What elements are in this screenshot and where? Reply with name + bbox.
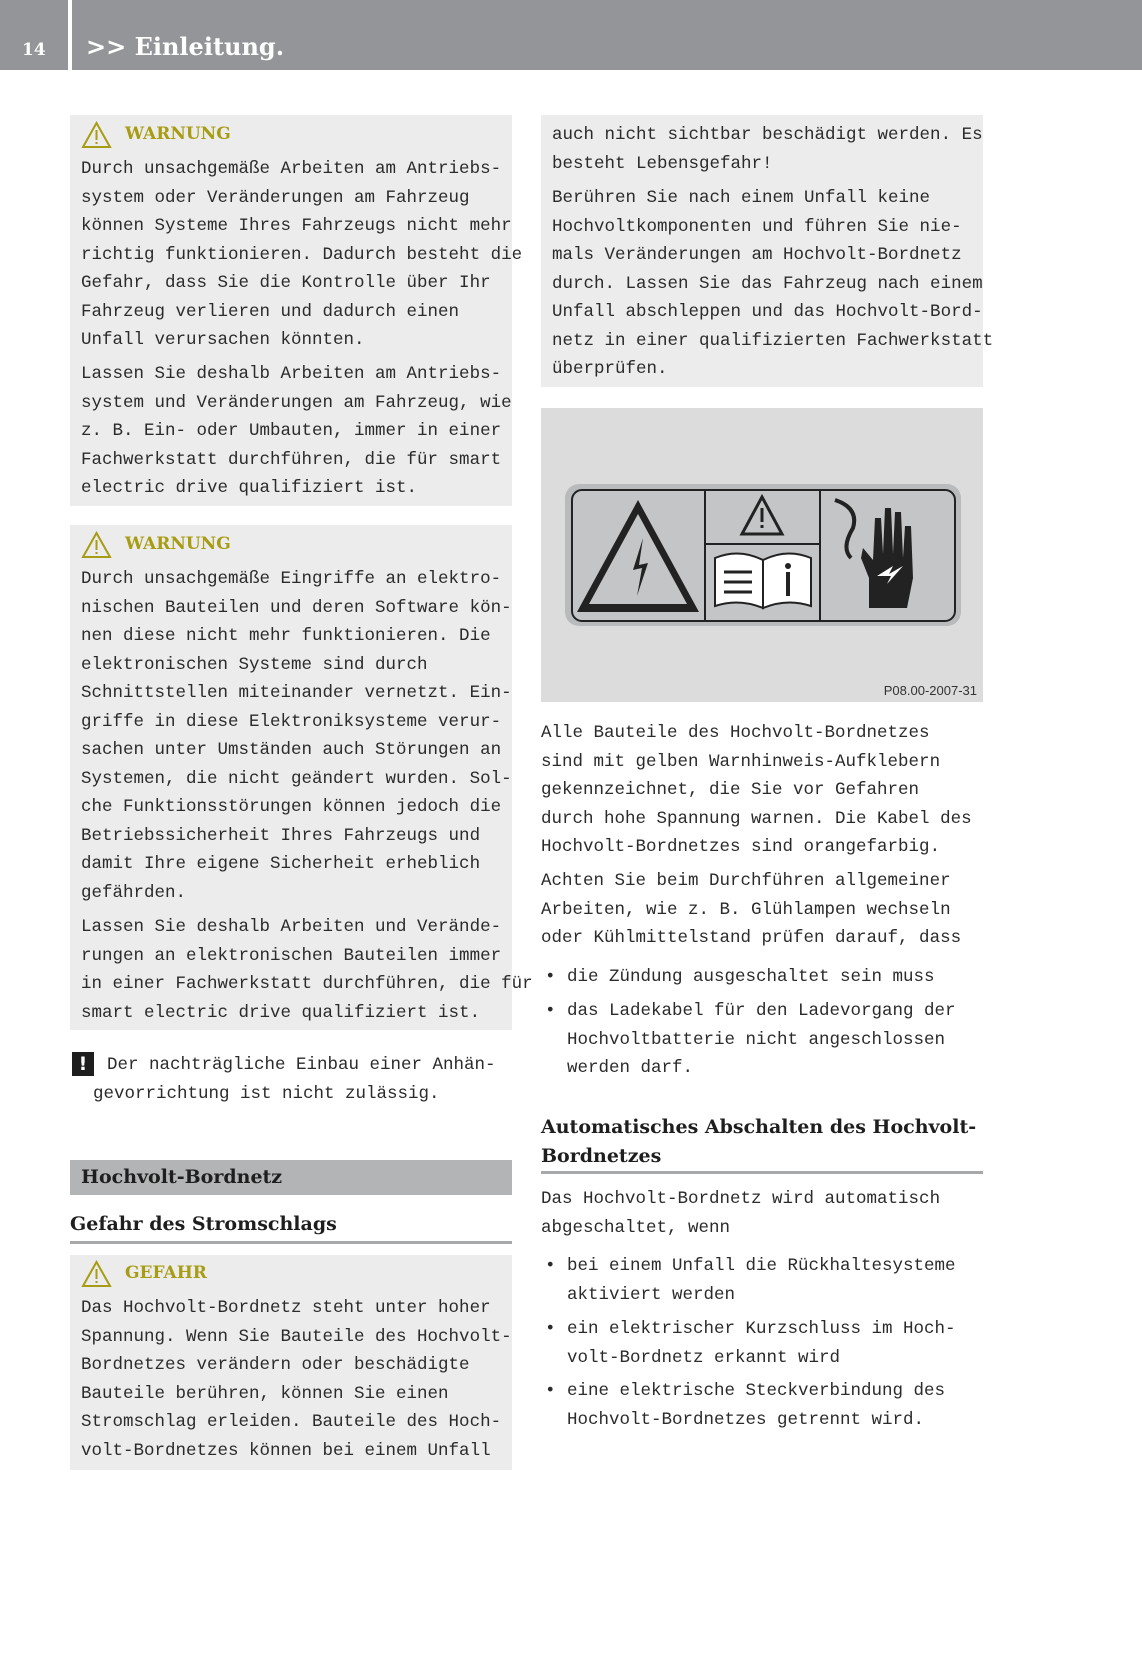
bullet-icon: • [545,1381,556,1401]
danger-title: GEFAHR [125,1263,207,1283]
warning-text: Lassen Sie deshalb Arbeiten und Verände- rungen an elektronischen Bauteilen immer in einer Fachwerkstatt durchführen, die für smart electric drive qualifiziert ist. [81,917,533,1023]
body-paragraph: Alle Bauteile des Hochvolt-Bordnetzes sind mit gelben Warnhinweis-Aufklebern gekennzeichnet, die Sie vor Gefahren durch hohe Spannung warnen. Die Kabel des Hochvolt-Bordnetzes sind orangefarbig. [541,723,972,857]
note-text: Der nachträgliche Einbau einer Anhän- gevorrichtung ist nicht zulässig. [93,1055,496,1104]
warning-label-figure [541,408,983,702]
manual-book-icon [715,553,811,608]
danger-text: Berühren Sie nach einem Unfall keine Hochvoltkomponenten und führen Sie nie- mals Veränderungen am Hochvolt-Bordnetz durch. Lassen Sie das Fahrzeug nach einem Unfall abschleppen und das Hochvolt-Bord- netz in einer qualifizierten Fachwerkstatt überprüfen. [552,188,994,379]
header-divider [68,0,72,72]
warning-title: WARNUNG [125,124,231,144]
warning-triangle-icon [81,531,112,559]
warning-text: Lassen Sie deshalb Arbeiten am Antriebs- system und Veränderungen am Fahrzeug, wie z. B. Ein- oder Umbauten, immer in einer Fachwerkstatt durchführen, die für smart electric drive qualifiziert ist. [81,364,512,498]
bullet-icon: • [545,1001,556,1021]
warning-text: Durch unsachgemäße Eingriffe an elektro- nischen Bauteilen und deren Software kön- nen diese nicht mehr funktionieren. Die elektronischen Systeme sind durch Schnittstellen miteinander vernetzt. Ein- griffe in diese Elektroniksysteme verur- sachen unter Umständen auch Störungen an Systemen, die nicht geändert wurden. Sol- che Funktionsstörungen können jedoch die Betriebssicherheit Ihres Fahrzeugs und damit Ihre eigene Sicherheit erheblich gefährden. [81,569,512,903]
bullet-icon: • [545,967,556,987]
warning-text: Durch unsachgemäße Arbeiten am Antriebs- system oder Veränderungen am Fahrzeug können Systeme Ihres Fahrzeugs nicht mehr richtig funktionieren. Dadurch besteht die Gefahr, dass Sie die Kontrolle über Ihr Fahrzeug verlieren und dadurch einen Unfall verursachen könnten. [81,159,523,350]
figure-code: P08.00-2007-31 [883,683,977,698]
danger-text: auch nicht sichtbar beschädigt werden. Es besteht Lebensgefahr! [552,125,983,174]
warning-triangle-icon [81,121,112,149]
exclamation-icon: ! [72,1052,94,1076]
chapter-title: >> Einleitung. [86,32,285,61]
heading-rule [541,1171,983,1174]
section-heading: Automatisches Abschalten des Hochvolt- Bordnetzes [541,1116,977,1167]
body-paragraph: Das Hochvolt-Bordnetz wird automatisch abgeschaltet, wenn [541,1189,941,1238]
bullet-icon: • [545,1256,556,1276]
warning-title: WARNUNG [125,534,231,554]
page-number: 14 [22,40,46,60]
bullet-icon: • [545,1319,556,1339]
body-paragraph: Achten Sie beim Durchführen allgemeiner Arbeiten, wie z. B. Glühlampen wechseln oder Kühlmittelstand prüfen darauf, dass [541,871,962,948]
danger-text: Das Hochvolt-Bordnetz steht unter hoher Spannung. Wenn Sie Bauteile des Hochvolt- Bordnetzes verändern oder beschädigte Bauteile berühren, können Sie einen Stromschlag erleiden. Bauteile des Hoch- volt-Bordnetzes können bei einem Unfall [81,1298,512,1461]
warning-triangle-icon [81,1260,112,1288]
section-title: Hochvolt-Bordnetz [81,1166,283,1188]
high-voltage-warning-sticker [541,408,983,702]
subsection-title: Gefahr des Stromschlags [70,1213,337,1235]
subsection-rule [70,1241,512,1244]
